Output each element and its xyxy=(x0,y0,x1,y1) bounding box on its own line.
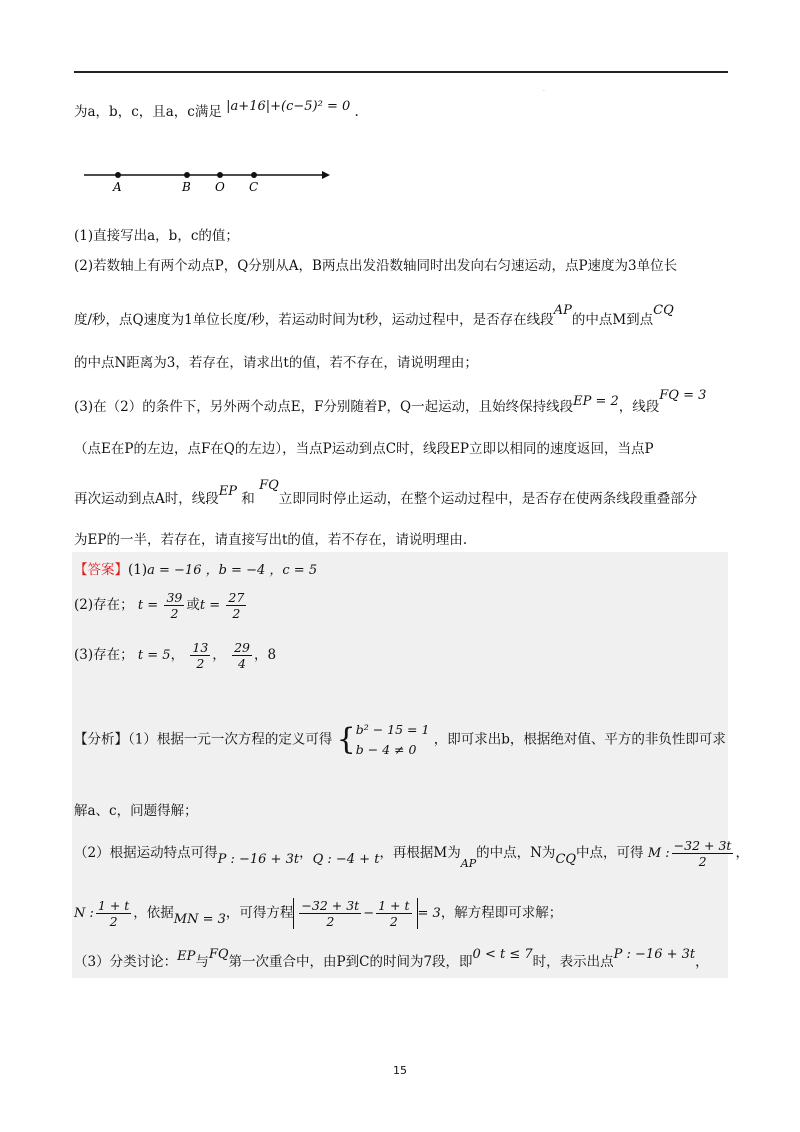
analysis-line-3: （2）根据运动特点可得P : −16 + 3t，Q : −4 + t，再根据M为$_{AP}$的中点，N为CQ中点，可得 M : $\frac{-32 + 3t}{2}$ ， xyxy=(74,838,749,870)
intro-prefix: 为a，b，c，且a，c满足 xyxy=(74,104,222,120)
answer-2-frac-1: $\frac{39}{2}$ xyxy=(166,590,183,621)
question-3-line-4: 为EP的一半，若存在，请直接写出t的值，若不存在，请说明理由. xyxy=(74,532,468,548)
analysis-2-cq: CQ xyxy=(555,852,577,867)
analysis-2-p: P : −16 + 3t xyxy=(217,852,300,867)
number-line xyxy=(84,160,334,196)
analysis-4-a: （3）分类讨论： xyxy=(74,954,178,970)
point-c-label: C xyxy=(249,180,259,194)
analysis-3-n-frac: $\frac{1 + t}{2}$ xyxy=(97,898,130,929)
q3-and: 和 xyxy=(241,491,255,507)
intro-line xyxy=(74,100,359,120)
analysis-3-a: ，依据 xyxy=(133,905,174,921)
page-number: 15 xyxy=(393,1064,407,1077)
point-a-label: A xyxy=(113,180,122,194)
answer-line-2 xyxy=(74,590,248,621)
q3-ep-2: EP xyxy=(218,484,237,499)
analysis-4-c: 时，表示出点 xyxy=(532,954,614,970)
answer-3-frac-1: $\frac{13}{2}$ xyxy=(192,640,209,671)
q3-text-a: (3)在（2）的条件下，另外两个动点E，F分别随着P，Q一起运动，且始终保持线段 xyxy=(74,399,574,415)
analysis-3-c: ，解方程即可求解； xyxy=(440,905,563,921)
question-3-line-1 xyxy=(74,388,707,415)
answer-2-or: 或 xyxy=(186,597,200,613)
analysis-line-5: （3）分类讨论：EP与FQ第一次重合中，由P到C的时间为7段，即0 < t ≤ 7时，表示出点P : −16 + 3t， xyxy=(74,947,709,970)
analysis-1-a: （1）根据一元一次方程的定义可得 xyxy=(128,731,333,748)
answer-3-t: t = 5 xyxy=(137,648,171,663)
analysis-line-2: 解a、c，问题得解； xyxy=(74,803,198,819)
answer-1: a = −16 ，b = −4 ，c = 5 xyxy=(147,563,318,578)
analysis-line-1 xyxy=(74,720,726,760)
analysis-4-with: 与 xyxy=(195,954,209,970)
point-o-dot xyxy=(217,172,223,178)
q2-text-a: 度/秒，点Q速度为1单位长度/秒，若运动时间为t秒，运动过程中，是否存在线段 xyxy=(74,312,554,328)
answer-2-prefix: (2)存在； xyxy=(74,597,134,613)
analysis-2-m-frac: $\frac{-32 + 3t}{2}$ xyxy=(673,838,732,869)
question-2-line-3: 的中点N距离为3，若存在，请求出t的值，若不存在，请说明理由； xyxy=(74,355,478,371)
answer-3-frac-2: $\frac{29}{4}$ xyxy=(234,640,250,671)
point-o-label: O xyxy=(215,180,225,194)
intro-suffix: . xyxy=(354,104,359,120)
answer-2-t2-lhs: t = xyxy=(199,598,221,613)
question-2-line-1: (2)若数轴上有两个动点P，Q分别从A，B两点出发沿数轴同时出发向右匀速运动，点P速度为3单位长 xyxy=(74,258,678,274)
answer-1-prefix: (1) xyxy=(128,562,148,578)
analysis-2-a: （2）根据运动特点可得 xyxy=(74,845,218,861)
answer-tag: 【答案】 xyxy=(74,562,128,578)
analysis-2-m-lhs: M : xyxy=(647,846,670,861)
analysis-3-abs: $\frac{-32 + 3t}{2}$ − $\frac{1 + t}{2}$ xyxy=(293,898,417,929)
equation-system: b² − 15 = 1 b − 4 ≠ 0 xyxy=(355,722,430,757)
analysis-2-b: ，再根据M为 xyxy=(379,845,461,861)
analysis-2-d: 中点，可得 xyxy=(576,845,644,861)
q3-text-c: 再次运动到点A时，线段 xyxy=(74,491,219,507)
question-1: (1)直接写出a，b，c的值； xyxy=(74,228,239,244)
q3-fq: FQ = 3 xyxy=(659,388,707,403)
q2-ap: AP xyxy=(553,303,572,318)
point-b-label: B xyxy=(182,180,191,194)
header-rule xyxy=(74,71,728,73)
question-3-line-2: （点E在P的左边，点F在Q的左边），当点P运动到点C时，线段EP立即以相同的速度返回，当点P xyxy=(74,441,654,457)
system-brace: { xyxy=(336,722,356,757)
q2-text-b: 的中点M到点 xyxy=(571,312,654,328)
answer-line-1 xyxy=(74,558,317,578)
analysis-tag: 【分析】 xyxy=(74,731,128,748)
q3-text-d: 立即同时停止运动，在整个运动过程中，是否存在使两条线段重叠部分 xyxy=(278,491,698,507)
analysis-4-b: 第一次重合中，由P到C的时间为7段，即 xyxy=(228,954,473,970)
q3-ep: EP = 2 xyxy=(573,394,619,409)
answer-2-t1-lhs: t = xyxy=(137,598,159,613)
point-b-dot xyxy=(184,172,190,178)
q3-text-b: ，线段 xyxy=(618,399,660,415)
analysis-line-4 xyxy=(74,898,562,929)
question-2-line-2 xyxy=(74,303,674,328)
point-a-dot xyxy=(115,172,121,178)
answer-2-frac-2: $\frac{27}{2}$ xyxy=(228,590,245,621)
analysis-1-b: ，即可求出b，根据绝对值、平方的非负性即可求 xyxy=(433,731,726,748)
analysis-3-n-lhs: N : xyxy=(74,906,94,921)
q2-cq: CQ xyxy=(653,303,674,318)
question-3-line-3 xyxy=(74,478,698,507)
header-dot: . xyxy=(543,86,545,93)
analysis-2-q: Q : −4 + t xyxy=(312,852,380,867)
analysis-4-ep: EP xyxy=(177,949,196,964)
answer-3-prefix: (3)存在； xyxy=(74,647,134,663)
analysis-2-ap: AP xyxy=(460,857,477,870)
number-line-arrow xyxy=(322,171,330,179)
answer-line-3: (3)存在； t = 5， $\frac{13}{2}$ ， $\frac{29}{4}$ ，8 xyxy=(74,640,277,671)
analysis-4-fq: FQ xyxy=(208,947,229,962)
point-c-dot xyxy=(251,172,257,178)
analysis-3-b: ，可得方程 xyxy=(225,905,294,921)
analysis-3-mn: MN = 3 xyxy=(173,912,226,927)
analysis-4-ineq: 0 < t ≤ 7 xyxy=(472,947,533,962)
analysis-2-c: 的中点，N为 xyxy=(476,845,556,861)
intro-formula: |a+16|+(c−5)² = 0 xyxy=(226,99,351,114)
analysis-3-eq: = 3 xyxy=(417,906,441,921)
analysis-4-p: P : −16 + 3t xyxy=(613,947,696,962)
q3-fq-2: FQ xyxy=(259,478,279,493)
answer-3-last: ，8 xyxy=(253,647,277,663)
